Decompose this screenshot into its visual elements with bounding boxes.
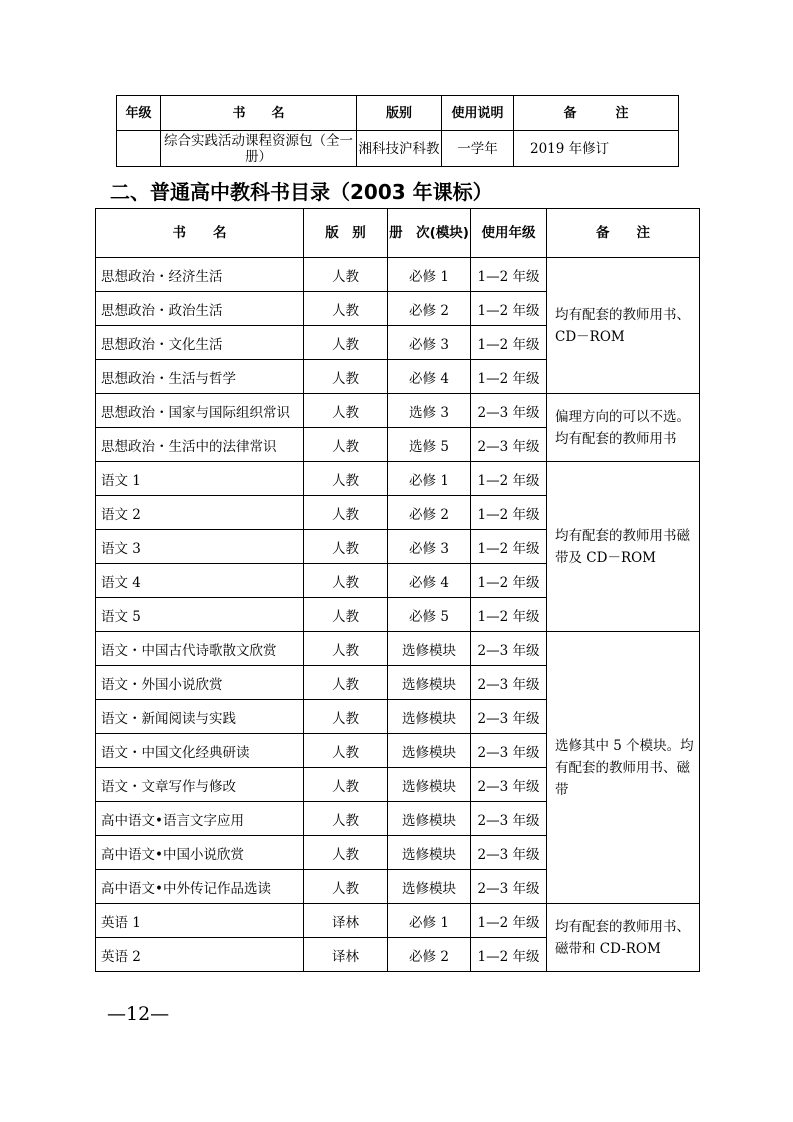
cell-volume: 必修 3 bbox=[388, 326, 471, 360]
cell-volume: 选修 5 bbox=[388, 428, 471, 462]
cell-edition: 湘科技沪科教 bbox=[357, 131, 442, 167]
cell-grade: 1—2 年级 bbox=[471, 258, 547, 292]
cell-volume: 必修 1 bbox=[388, 258, 471, 292]
cell-grade: 1—2 年级 bbox=[471, 564, 547, 598]
cell-volume: 必修 1 bbox=[388, 904, 471, 938]
cell-volume: 必修 2 bbox=[388, 938, 471, 972]
cell-grade: 2—3 年级 bbox=[471, 666, 547, 700]
cell-note: 均有配套的教师用书、磁带和 CD-ROM bbox=[547, 904, 700, 972]
header-book-name: 书 名 bbox=[96, 209, 304, 258]
cell-book-name: 高中语文•中国小说欣赏 bbox=[96, 836, 304, 870]
cell-grade: 2—3 年级 bbox=[471, 768, 547, 802]
header-note: 备 注 bbox=[547, 209, 700, 258]
cell-volume: 必修 4 bbox=[388, 360, 471, 394]
cell-book-name: 高中语文•语言文字应用 bbox=[96, 802, 304, 836]
cell-grade: 2—3 年级 bbox=[471, 700, 547, 734]
cell-book-name: 语文 1 bbox=[96, 462, 304, 496]
cell-note: 2019 年修订 bbox=[514, 131, 679, 167]
cell-book-name: 英语 2 bbox=[96, 938, 304, 972]
cell-note: 均有配套的教师用书、CD－ROM bbox=[547, 258, 700, 394]
cell-book-name: 思想政治・国家与国际组织常识 bbox=[96, 394, 304, 428]
cell-edition: 人教 bbox=[304, 700, 388, 734]
cell-grade: 1—2 年级 bbox=[471, 938, 547, 972]
cell-grade: 1—2 年级 bbox=[471, 462, 547, 496]
cell-grade: 2—3 年级 bbox=[471, 802, 547, 836]
table-row bbox=[96, 904, 700, 938]
cell-grade: 2—3 年级 bbox=[471, 836, 547, 870]
cell-edition: 人教 bbox=[304, 258, 388, 292]
cell-volume: 必修 2 bbox=[388, 292, 471, 326]
cell-book-name: 高中语文•中外传记作品选读 bbox=[96, 870, 304, 904]
cell-grade: 1—2 年级 bbox=[471, 530, 547, 564]
cell-edition: 译林 bbox=[304, 904, 388, 938]
cell-book-name: 思想政治・文化生活 bbox=[96, 326, 304, 360]
cell-book-name: 思想政治・生活与哲学 bbox=[96, 360, 304, 394]
table-row bbox=[96, 632, 700, 666]
cell-book-name: 语文 3 bbox=[96, 530, 304, 564]
section-title: 二、普通高中教科书目录（2003 年课标） bbox=[110, 180, 493, 204]
cell-volume: 必修 5 bbox=[388, 598, 471, 632]
table-row bbox=[96, 462, 700, 496]
table-header-row bbox=[117, 96, 679, 131]
cell-grade: 1—2 年级 bbox=[471, 904, 547, 938]
cell-edition: 人教 bbox=[304, 870, 388, 904]
cell-edition: 人教 bbox=[304, 394, 388, 428]
cell-note: 均有配套的教师用书磁带及 CD－ROM bbox=[547, 462, 700, 632]
table-row bbox=[96, 258, 700, 292]
cell-edition: 人教 bbox=[304, 292, 388, 326]
cell-grade: 2—3 年级 bbox=[471, 632, 547, 666]
table-row bbox=[96, 394, 700, 428]
header-grade: 年级 bbox=[117, 96, 161, 131]
cell-grade: 2—3 年级 bbox=[471, 428, 547, 462]
cell-volume: 必修 2 bbox=[388, 496, 471, 530]
cell-edition: 人教 bbox=[304, 802, 388, 836]
cell-volume: 选修模块 bbox=[388, 632, 471, 666]
cell-edition: 人教 bbox=[304, 768, 388, 802]
cell-usage: 一学年 bbox=[442, 131, 514, 167]
cell-volume: 选修模块 bbox=[388, 734, 471, 768]
cell-book-name: 思想政治・经济生活 bbox=[96, 258, 304, 292]
header-note: 备 注 bbox=[514, 96, 679, 131]
cell-grade: 1—2 年级 bbox=[471, 292, 547, 326]
cell-volume: 选修模块 bbox=[388, 870, 471, 904]
cell-grade: 1—2 年级 bbox=[471, 360, 547, 394]
header-usage: 使用说明 bbox=[442, 96, 514, 131]
cell-book-name: 综合实践活动课程资源包（全一册） bbox=[161, 131, 357, 167]
cell-edition: 译林 bbox=[304, 938, 388, 972]
header-book-name: 书 名 bbox=[161, 96, 357, 131]
cell-volume: 选修模块 bbox=[388, 700, 471, 734]
cell-note: 偏理方向的可以不选。均有配套的教师用书 bbox=[547, 394, 700, 462]
cell-volume: 必修 1 bbox=[388, 462, 471, 496]
table-supplement bbox=[116, 95, 679, 167]
cell-edition: 人教 bbox=[304, 598, 388, 632]
cell-grade: 1—2 年级 bbox=[471, 598, 547, 632]
cell-edition: 人教 bbox=[304, 666, 388, 700]
cell-book-name: 语文・外国小说欣赏 bbox=[96, 666, 304, 700]
cell-volume: 选修模块 bbox=[388, 802, 471, 836]
header-edition: 版别 bbox=[357, 96, 442, 131]
header-volume: 册 次(模块) bbox=[388, 209, 471, 258]
cell-edition: 人教 bbox=[304, 326, 388, 360]
cell-book-name: 语文 5 bbox=[96, 598, 304, 632]
cell-book-name: 语文 2 bbox=[96, 496, 304, 530]
cell-grade: 1—2 年级 bbox=[471, 326, 547, 360]
cell-note: 选修其中 5 个模块。均有配套的教师用书、磁带 bbox=[547, 632, 700, 904]
cell-edition: 人教 bbox=[304, 428, 388, 462]
cell-grade: 2—3 年级 bbox=[471, 394, 547, 428]
cell-volume: 选修模块 bbox=[388, 666, 471, 700]
cell-book-name: 英语 1 bbox=[96, 904, 304, 938]
header-edition: 版 别 bbox=[304, 209, 388, 258]
table-header-row bbox=[96, 209, 700, 258]
table-row bbox=[117, 131, 679, 167]
cell-grade bbox=[117, 131, 161, 167]
cell-edition: 人教 bbox=[304, 836, 388, 870]
table-textbook-catalog bbox=[95, 208, 700, 972]
header-grade: 使用年级 bbox=[471, 209, 547, 258]
cell-edition: 人教 bbox=[304, 632, 388, 666]
cell-book-name: 思想政治・政治生活 bbox=[96, 292, 304, 326]
cell-volume: 必修 4 bbox=[388, 564, 471, 598]
cell-edition: 人教 bbox=[304, 564, 388, 598]
cell-edition: 人教 bbox=[304, 360, 388, 394]
page-number: —12— bbox=[107, 1003, 170, 1025]
cell-book-name: 语文・中国古代诗歌散文欣赏 bbox=[96, 632, 304, 666]
cell-volume: 选修 3 bbox=[388, 394, 471, 428]
cell-book-name: 语文・中国文化经典研读 bbox=[96, 734, 304, 768]
cell-edition: 人教 bbox=[304, 462, 388, 496]
cell-volume: 必修 3 bbox=[388, 530, 471, 564]
cell-grade: 2—3 年级 bbox=[471, 734, 547, 768]
cell-book-name: 思想政治・生活中的法律常识 bbox=[96, 428, 304, 462]
cell-edition: 人教 bbox=[304, 496, 388, 530]
cell-volume: 选修模块 bbox=[388, 768, 471, 802]
cell-volume: 选修模块 bbox=[388, 836, 471, 870]
cell-edition: 人教 bbox=[304, 734, 388, 768]
cell-edition: 人教 bbox=[304, 530, 388, 564]
cell-book-name: 语文・文章写作与修改 bbox=[96, 768, 304, 802]
cell-book-name: 语文・新闻阅读与实践 bbox=[96, 700, 304, 734]
cell-grade: 1—2 年级 bbox=[471, 496, 547, 530]
cell-book-name: 语文 4 bbox=[96, 564, 304, 598]
cell-grade: 2—3 年级 bbox=[471, 870, 547, 904]
